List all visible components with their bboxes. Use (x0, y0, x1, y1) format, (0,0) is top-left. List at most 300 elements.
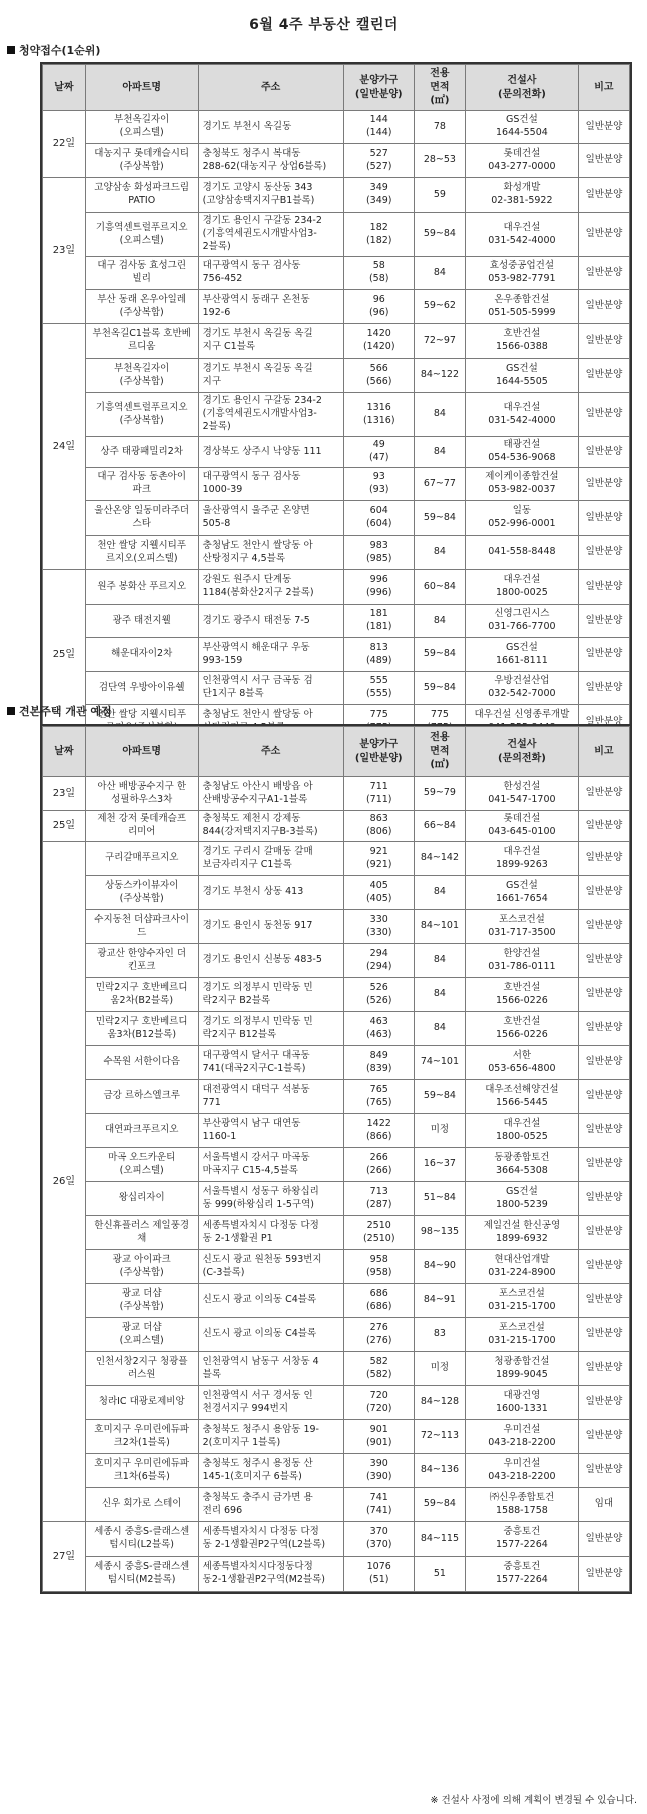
apartment-name-cell: 부천옥길C1블록 호반베 르디움 (85, 324, 198, 359)
area-cell: 84 (414, 437, 465, 468)
table-row (43, 876, 630, 910)
address-cell: 충청북도 청주시 용정동 산 145-1(호미지구 6블록) (198, 1454, 343, 1488)
table-row (43, 605, 630, 638)
builder-cell: 한양건설 031-786-0111 (465, 944, 578, 978)
date-cell: 23일 (43, 777, 86, 811)
area-cell: 미정 (414, 1114, 465, 1148)
remark-cell: 일반분양 (578, 1080, 629, 1114)
column-header: 아파트명 (85, 65, 198, 111)
apartment-name-cell: 해운대자이2차 (85, 638, 198, 672)
area-cell: 59~84 (414, 213, 465, 257)
area-cell: 84 (414, 876, 465, 910)
apartment-name-cell: 수지동천 더샵파크사이 드 (85, 910, 198, 944)
builder-cell: 한성건설 041-547-1700 (465, 777, 578, 811)
builder-cell: 대우건설 1800-0525 (465, 1114, 578, 1148)
remark-cell: 일반분양 (578, 705, 629, 740)
units-cell: 276 (276) (343, 1318, 414, 1352)
address-cell: 충청북도 청주시 용암동 19- 2(호미지구 1블록) (198, 1420, 343, 1454)
table-row (43, 1488, 630, 1522)
apartment-name-cell: 울산온양 일동미라주더 스타 (85, 501, 198, 536)
apartment-name-cell: 천안 쌀당 지웰시티푸 (85, 705, 198, 740)
address-cell: 충청북도 청주시 복대동 288-62(대농지구 상업6블록) (198, 144, 343, 178)
address-cell: 세종특별자치시 다정동 다정 동 2-1생활권 P1 (198, 1216, 343, 1250)
builder-cell: 중흥토건 1577-2264 (465, 1522, 578, 1557)
remark-cell: 일반분양 (578, 672, 629, 705)
address-cell: 경기도 부천시 옥길동 (198, 111, 343, 144)
remark-cell: 일반분양 (578, 501, 629, 536)
address-cell: 경기도 의정부시 민락동 민 락2지구 B12블록 (198, 1012, 343, 1046)
units-cell: 765 (765) (343, 1080, 414, 1114)
area-cell: 84~142 (414, 842, 465, 876)
apartment-name-cell: 호미지구 우미린에듀파 크1차(6블록) (85, 1454, 198, 1488)
builder-cell: 우미건설 043-218-2200 (465, 1420, 578, 1454)
builder-cell: 동광종합토건 3664-5308 (465, 1148, 578, 1182)
builder-cell: GS건설 1661-7654 (465, 876, 578, 910)
units-cell: 266 (266) (343, 1148, 414, 1182)
address-cell: 충청북도 제천시 강제동 844(강저택지지구B-3블록) (198, 811, 343, 842)
remark-cell: 일반분양 (578, 290, 629, 324)
address-cell: 울산광역시 울주군 온양면 505-8 (198, 501, 343, 536)
builder-cell: GS건설 1800-5239 (465, 1182, 578, 1216)
area-cell: 51~84 (414, 1182, 465, 1216)
units-cell: 720 (720) (343, 1386, 414, 1420)
area-cell: 83 (414, 1318, 465, 1352)
column-header: 건설사 (문의전화) (465, 65, 578, 111)
model-house-table-wrap (40, 724, 632, 1594)
table-row (43, 1080, 630, 1114)
builder-cell: 우방건설산업 032-542-7000 (465, 672, 578, 705)
column-header: 건설사 (문의전화) (465, 727, 578, 777)
column-header: 주소 (198, 727, 343, 777)
area-cell: 84 (414, 978, 465, 1012)
builder-cell: 롯데건설 043-645-0100 (465, 811, 578, 842)
table-row (43, 393, 630, 437)
address-cell: 대전광역시 대덕구 석봉동 771 (198, 1080, 343, 1114)
apartment-name-cell: 호미지구 우미린에듀파 크2차(1블록) (85, 1420, 198, 1454)
remark-cell: 일반분양 (578, 1182, 629, 1216)
date-cell: 22일 (43, 111, 86, 178)
units-cell: 1422 (866) (343, 1114, 414, 1148)
builder-cell: 대우건설 신영종루개발 (465, 705, 578, 740)
area-cell: 67~77 (414, 468, 465, 501)
area-cell: 84~90 (414, 1250, 465, 1284)
remark-cell: 임대 (578, 1488, 629, 1522)
area-cell: 28~53 (414, 144, 465, 178)
remark-cell: 일반분양 (578, 437, 629, 468)
apartment-name-cell: 상주 태광패밀리2차 (85, 437, 198, 468)
address-cell: 서울특별시 강서구 마곡동 마곡지구 C15-4,5블록 (198, 1148, 343, 1182)
apartment-name-cell: 기흥역센트럴푸르지오 (주상복합) (85, 393, 198, 437)
builder-cell: 청광종합건설 1899-9045 (465, 1352, 578, 1386)
remark-cell: 일반분양 (578, 1046, 629, 1080)
remark-cell: 일반분양 (578, 1284, 629, 1318)
apartment-name-cell: 광교 더샵 (오피스텔) (85, 1318, 198, 1352)
address-cell: 경기도 의정부시 민락동 민 락2지구 B2블록 (198, 978, 343, 1012)
remark-cell: 일반분양 (578, 359, 629, 393)
table-row (43, 257, 630, 290)
remark-cell: 일반분양 (578, 1012, 629, 1046)
remark-cell: 일반분양 (578, 842, 629, 876)
apartment-name-cell: 민락2지구 호반베르디 움3차(B12블록) (85, 1012, 198, 1046)
remark-cell: 일반분양 (578, 468, 629, 501)
builder-cell: 대우건설 1800-0025 (465, 570, 578, 605)
address-cell: 경상북도 상주시 낙양동 111 (198, 437, 343, 468)
builder-cell: 포스코건설 031-717-3500 (465, 910, 578, 944)
apartment-name-cell: 검단역 우방아이유쉘 (85, 672, 198, 705)
table-row (43, 570, 630, 605)
apartment-name-cell: 제천 강저 롯데캐슬프 리미어 (85, 811, 198, 842)
table-row (43, 1557, 630, 1592)
address-cell: 세종특별자치시 다정동 다정 동 2-1생활권P2구역(L2블록) (198, 1522, 343, 1557)
remark-cell: 일반분양 (578, 777, 629, 811)
address-cell: 부산광역시 해운대구 우동 993-159 (198, 638, 343, 672)
apartment-name-cell: 고양삼송 화성파크드림 PATIO (85, 178, 198, 213)
units-cell: 96 (96) (343, 290, 414, 324)
builder-cell: 화성개발 02-381-5922 (465, 178, 578, 213)
address-cell: 충청남도 천안시 쌀당동 아 산탕정지구 4,5블록 (198, 536, 343, 570)
table-row (43, 638, 630, 672)
builder-cell: 호반건설 1566-0226 (465, 1012, 578, 1046)
address-cell: 경기도 용인시 동천동 917 (198, 910, 343, 944)
apartment-name-cell: 민락2지구 호반베르디 움2차(B2블록) (85, 978, 198, 1012)
builder-cell: 대우건설 1899-9263 (465, 842, 578, 876)
area-cell: 59~84 (414, 501, 465, 536)
area-cell: 84 (414, 536, 465, 570)
builder-cell: 041-558-8448 (465, 536, 578, 570)
area-cell: 66~84 (414, 811, 465, 842)
remark-cell: 일반분양 (578, 944, 629, 978)
remark-cell: 일반분양 (578, 1386, 629, 1420)
square-bullet-icon (7, 707, 15, 715)
units-cell: 370 (370) (343, 1522, 414, 1557)
builder-cell: 대우조선해양건설 1566-5445 (465, 1080, 578, 1114)
units-cell: 49 (47) (343, 437, 414, 468)
apartment-name-cell: 아산 배방공수지구 한 성필하우스3차 (85, 777, 198, 811)
units-cell: 1076 (51) (343, 1557, 414, 1592)
units-cell: 555 (555) (343, 672, 414, 705)
apartment-name-cell: 금강 르하스엘크루 (85, 1080, 198, 1114)
area-cell: 84 (414, 257, 465, 290)
column-header: 날짜 (43, 65, 86, 111)
area-cell: 84~128 (414, 1386, 465, 1420)
area-cell: 98~135 (414, 1216, 465, 1250)
column-header: 분양가구 (일반분양) (343, 65, 414, 111)
address-cell: 경기도 구리시 갈매동 갈매 보금자리지구 C1블록 (198, 842, 343, 876)
remark-cell: 일반분양 (578, 978, 629, 1012)
footnote: ※ 건설사 사정에 의해 계획이 변경될 수 있습니다. (430, 1795, 637, 1806)
area-cell: 78 (414, 111, 465, 144)
remark-cell: 일반분양 (578, 1454, 629, 1488)
column-header: 날짜 (43, 727, 86, 777)
builder-cell: GS건설 1661-8111 (465, 638, 578, 672)
apartment-name-cell: 광교산 한양수자인 더 킨포크 (85, 944, 198, 978)
area-cell: 84~101 (414, 910, 465, 944)
table-row (43, 468, 630, 501)
units-cell: 405 (405) (343, 876, 414, 910)
apartment-name-cell: 수목원 서한이다음 (85, 1046, 198, 1080)
builder-cell: 포스코건설 031-215-1700 (465, 1284, 578, 1318)
date-cell: 24일 (43, 324, 86, 570)
remark-cell: 일반분양 (578, 1352, 629, 1386)
table-row (43, 910, 630, 944)
address-cell: 경기도 광주시 태전동 7-5 (198, 605, 343, 638)
address-cell: 대구광역시 동구 검사동 756-452 (198, 257, 343, 290)
area-cell: 미정 (414, 1352, 465, 1386)
square-bullet-icon (7, 46, 15, 54)
remark-cell: 일반분양 (578, 1318, 629, 1352)
table-row (43, 437, 630, 468)
apartment-name-cell: 광교 아이파크 (주상복합) (85, 1250, 198, 1284)
table-row (43, 1182, 630, 1216)
table-row (43, 111, 630, 144)
column-header: 비고 (578, 65, 629, 111)
remark-cell: 일반분양 (578, 910, 629, 944)
apartment-name-cell: 세종시 중흥S-클래스센 텀시티(L2블록) (85, 1522, 198, 1557)
table-row (43, 1046, 630, 1080)
table-row (43, 978, 630, 1012)
remark-cell: 일반분양 (578, 1148, 629, 1182)
column-header: 주소 (198, 65, 343, 111)
area-cell: 84~115 (414, 1522, 465, 1557)
area-cell: 60~84 (414, 570, 465, 605)
table-row (43, 324, 630, 359)
apartment-name-cell: 부천옥길자이 (주상복합) (85, 359, 198, 393)
units-cell: 349 (349) (343, 178, 414, 213)
builder-cell: 롯데건설 043-277-0000 (465, 144, 578, 178)
units-cell: 863 (806) (343, 811, 414, 842)
builder-cell: 대우건설 031-542-4000 (465, 213, 578, 257)
units-cell: 2510 (2510) (343, 1216, 414, 1250)
remark-cell: 일반분양 (578, 1216, 629, 1250)
table-row (43, 944, 630, 978)
remark-cell: 일반분양 (578, 605, 629, 638)
units-cell: 566 (566) (343, 359, 414, 393)
apartment-name-cell: 인천서창2지구 청광플 러스원 (85, 1352, 198, 1386)
table-row (43, 1012, 630, 1046)
table-row (43, 359, 630, 393)
table-row (43, 1284, 630, 1318)
area-cell: 59~84 (414, 672, 465, 705)
builder-cell: 우미건설 043-218-2200 (465, 1454, 578, 1488)
table-row (43, 1318, 630, 1352)
column-header: 아파트명 (85, 727, 198, 777)
remark-cell: 일반분양 (578, 638, 629, 672)
area-cell: 59~62 (414, 290, 465, 324)
address-cell: 충청북도 충주시 금가면 용 전리 696 (198, 1488, 343, 1522)
column-header: 비고 (578, 727, 629, 777)
units-cell: 582 (582) (343, 1352, 414, 1386)
units-cell: 527 (527) (343, 144, 414, 178)
table-row (43, 1386, 630, 1420)
units-cell: 58 (58) (343, 257, 414, 290)
apartment-name-cell: 청라IC 대광로제비앙 (85, 1386, 198, 1420)
area-cell: 59 (414, 178, 465, 213)
units-cell: 996 (996) (343, 570, 414, 605)
address-cell: 경기도 용인시 신봉동 483-5 (198, 944, 343, 978)
units-cell: 1420 (1420) (343, 324, 414, 359)
units-cell: 901 (901) (343, 1420, 414, 1454)
area-cell: 59~84 (414, 638, 465, 672)
builder-cell: ㈜신우종합토건 1588-1758 (465, 1488, 578, 1522)
date-cell: 23일 (43, 178, 86, 324)
remark-cell: 일반분양 (578, 393, 629, 437)
units-cell: 144 (144) (343, 111, 414, 144)
apartment-name-cell: 천안 쌀당 지웰시티푸 르지오(오피스텔) (85, 536, 198, 570)
units-cell: 1316 (1316) (343, 393, 414, 437)
builder-cell: 신영그린시스 031-766-7700 (465, 605, 578, 638)
remark-cell: 일반분양 (578, 570, 629, 605)
address-cell: 경기도 고양시 동산동 343 (고양삼송택지지구B1블록) (198, 178, 343, 213)
units-cell: 463 (463) (343, 1012, 414, 1046)
units-cell: 294 (294) (343, 944, 414, 978)
remark-cell: 일반분양 (578, 257, 629, 290)
address-cell: 경기도 부천시 옥길동 옥길 지구 (198, 359, 343, 393)
table-row (43, 1454, 630, 1488)
model-house-table (42, 726, 630, 1592)
builder-cell: 태광건설 054-536-9068 (465, 437, 578, 468)
address-cell: 강원도 원주시 단계동 1184(봉화산2지구 2블록) (198, 570, 343, 605)
units-cell: 93 (93) (343, 468, 414, 501)
address-cell: 충청남도 천안시 쌀당동 아 (198, 705, 343, 740)
area-cell: 84~136 (414, 1454, 465, 1488)
table-row (43, 1250, 630, 1284)
address-cell: 경기도 용인시 구갈동 234-2 (기흥역세권도시개발사업3- 2블록) (198, 213, 343, 257)
apartment-name-cell: 신우 회가로 스테이 (85, 1488, 198, 1522)
address-cell: 부산광역시 동래구 온천동 192-6 (198, 290, 343, 324)
remark-cell: 일반분양 (578, 144, 629, 178)
units-cell: 526 (526) (343, 978, 414, 1012)
address-cell: 부산광역시 남구 대연동 1160-1 (198, 1114, 343, 1148)
column-header: 분양가구 (일반분양) (343, 727, 414, 777)
area-cell: 72~97 (414, 324, 465, 359)
apartment-name-cell: 대농지구 롯데캐슬시티 (주상복합) (85, 144, 198, 178)
apartment-name-cell: 부산 동래 온우아일레 (주상복합) (85, 290, 198, 324)
builder-cell: 현대산업개발 031-224-8900 (465, 1250, 578, 1284)
remark-cell: 일반분양 (578, 536, 629, 570)
builder-cell: 대우건설 031-542-4000 (465, 393, 578, 437)
table-row (43, 1114, 630, 1148)
section-heading-subscription (7, 42, 100, 58)
builder-cell: 서한 053-656-4800 (465, 1046, 578, 1080)
address-cell: 인천광역시 서구 금곡동 검 단1지구 8블록 (198, 672, 343, 705)
apartment-name-cell: 왕십리자이 (85, 1182, 198, 1216)
address-cell: 인천광역시 남동구 서창동 4 블록 (198, 1352, 343, 1386)
table-row (43, 842, 630, 876)
area-cell: 84~122 (414, 359, 465, 393)
units-cell: 813 (489) (343, 638, 414, 672)
address-cell: 경기도 용인시 구갈동 234-2 (기흥역세권도시개발사업3- 2블록) (198, 393, 343, 437)
table-row (43, 672, 630, 705)
section-heading-label: 견본주택 개관 예정 (19, 705, 112, 718)
builder-cell: 대광건영 1600-1331 (465, 1386, 578, 1420)
apartment-name-cell: 부천옥길자이 (오피스텔) (85, 111, 198, 144)
table-row (43, 1352, 630, 1386)
remark-cell: 일반분양 (578, 1114, 629, 1148)
area-cell: 51 (414, 1557, 465, 1592)
address-cell: 인천광역시 서구 경서동 인 천경서지구 994번지 (198, 1386, 343, 1420)
date-cell: 25일 (43, 570, 86, 740)
builder-cell: 제일건설 한신공영 1899-6932 (465, 1216, 578, 1250)
table-row (43, 1420, 630, 1454)
column-header: 전용 면적 (㎡) (414, 727, 465, 777)
apartment-name-cell: 한신휴플러스 제일풍경 채 (85, 1216, 198, 1250)
builder-cell: 포스코건설 031-215-1700 (465, 1318, 578, 1352)
apartment-name-cell: 대연파크푸르지오 (85, 1114, 198, 1148)
table-row (43, 811, 630, 842)
subscription-table-wrap (40, 62, 632, 742)
units-cell: 983 (985) (343, 536, 414, 570)
units-cell: 711 (711) (343, 777, 414, 811)
units-cell: 775 (343, 705, 414, 740)
remark-cell: 일반분양 (578, 1522, 629, 1557)
apartment-name-cell: 구리갈매푸르지오 (85, 842, 198, 876)
table-row (43, 501, 630, 536)
table-row (43, 144, 630, 178)
units-cell: 181 (181) (343, 605, 414, 638)
table-row (43, 536, 630, 570)
apartment-name-cell: 광교 더샵 (주상복합) (85, 1284, 198, 1318)
apartment-name-cell: 상동스카이뷰자이 (주상복합) (85, 876, 198, 910)
table-row (43, 178, 630, 213)
address-cell: 세종특별자치시다정동다정 동2-1생활권P2구역(M2블록) (198, 1557, 343, 1592)
remark-cell: 일반분양 (578, 213, 629, 257)
table-row (43, 290, 630, 324)
table-row (43, 213, 630, 257)
units-cell: 604 (604) (343, 501, 414, 536)
apartment-name-cell: 원주 봉화산 푸르지오 (85, 570, 198, 605)
apartment-name-cell: 기흥역센트럴푸르지오 (오피스텔) (85, 213, 198, 257)
builder-cell: GS건설 1644-5505 (465, 359, 578, 393)
units-cell: 390 (390) (343, 1454, 414, 1488)
remark-cell: 일반분양 (578, 1420, 629, 1454)
area-cell: 84 (414, 393, 465, 437)
units-cell: 330 (330) (343, 910, 414, 944)
table-row (43, 1148, 630, 1182)
apartment-name-cell: 세종시 중흥S-클래스센 텀시티(M2블록) (85, 1557, 198, 1592)
address-cell: 신도시 광교 이의동 C4블록 (198, 1318, 343, 1352)
area-cell: 84 (414, 1012, 465, 1046)
subscription-table (42, 64, 630, 740)
apartment-name-cell: 대구 검사동 동촌아이 파크 (85, 468, 198, 501)
header-row (43, 727, 630, 777)
builder-cell: 중흥토건 1577-2264 (465, 1557, 578, 1592)
section-heading-model-house (7, 703, 112, 719)
apartment-name-cell: 광주 태전지웰 (85, 605, 198, 638)
address-cell: 대구광역시 동구 검사동 1000-39 (198, 468, 343, 501)
area-cell: 59~84 (414, 1488, 465, 1522)
units-cell: 182 (182) (343, 213, 414, 257)
remark-cell: 일반분양 (578, 111, 629, 144)
remark-cell: 일반분양 (578, 178, 629, 213)
column-header: 전용 면적 (㎡) (414, 65, 465, 111)
section-heading-label: 청약접수(1순위) (19, 44, 101, 57)
apartment-name-cell: 마곡 오드카운티 (오피스텔) (85, 1148, 198, 1182)
builder-cell: 제이케이종합건설 053-982-0037 (465, 468, 578, 501)
remark-cell: 일반분양 (578, 1557, 629, 1592)
area-cell: 16~37 (414, 1148, 465, 1182)
address-cell: 충청남도 아산시 배방읍 아 산배방공수지구A1-1블록 (198, 777, 343, 811)
units-cell: 958 (958) (343, 1250, 414, 1284)
page-title: 6월 4주 부동산 캘린더 (249, 17, 398, 33)
table-row (43, 1216, 630, 1250)
area-cell: 59~84 (414, 1080, 465, 1114)
area-cell: 84~91 (414, 1284, 465, 1318)
apartment-name-cell: 대구 검사동 효성그린 빌리 (85, 257, 198, 290)
address-cell: 경기도 부천시 옥길동 옥길 지구 C1블록 (198, 324, 343, 359)
area-cell: 775 (414, 705, 465, 740)
remark-cell: 일반분양 (578, 876, 629, 910)
area-cell: 59~79 (414, 777, 465, 811)
